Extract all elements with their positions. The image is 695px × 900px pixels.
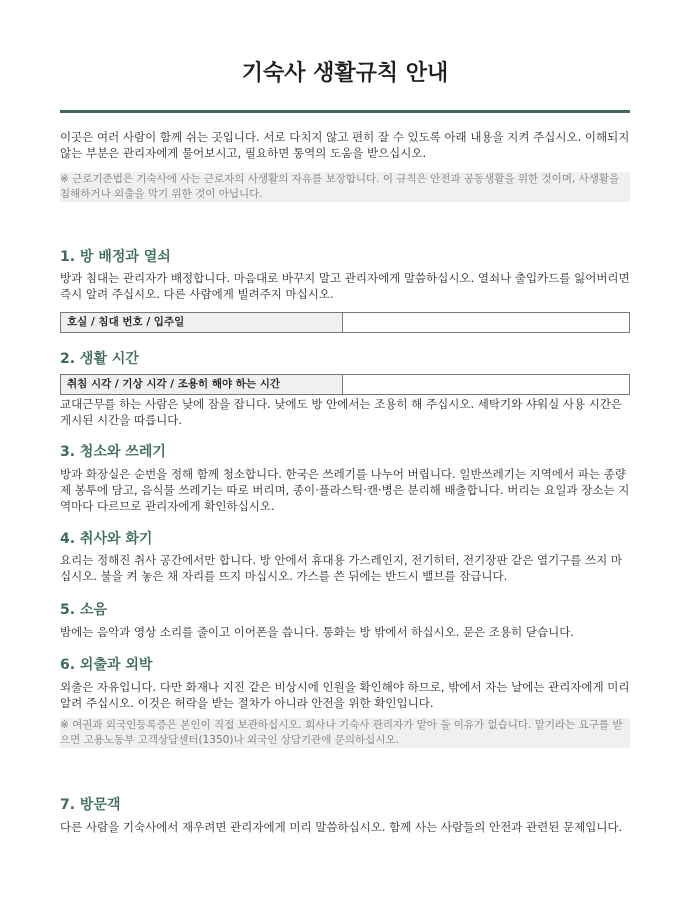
section-heading-room: 1. 방 배정과 열쇠 bbox=[60, 249, 171, 265]
section-body-visitors: 다른 사람을 기숙사에서 재우려면 관리자에게 미리 말씀하십시오. 함께 사는 사람들의 안전과 관련된 문제입니다. bbox=[60, 820, 623, 834]
passport-note: ※ 여권과 외국인등록증은 본인이 직접 보관하십시오. 회사나 기숙사 관리자가 맡아 둘 이유가 없습니다. 맡기라는 요구를 받으면 고용노동부 고객상담센터(1350)나 외국인 상담기관에 문의하십시오. bbox=[60, 718, 630, 748]
room-info-field[interactable] bbox=[343, 313, 629, 332]
section-body-cleaning: 방과 화장실은 순번을 정해 함께 청소합니다. 한국은 쓰레기를 나누어 버립니다. 일반쓰레기는 지역에서 파는 종량제 봉투에 담고, 음식물 쓰레기는 따로 버리며, 종이·플라스틱·캔·병은 분리해 배출합니다. 버리는 요일과 장소는 지역마다 다르므로 관리자에게 확인하십시오. bbox=[60, 467, 630, 513]
intro-note: ※ 근로기준법은 기숙사에 사는 근로자의 사생활의 자유를 보장합니다. 이 규칙은 안전과 공동생활을 위한 것이며, 사생활을 침해하거나 외출을 막기 위한 것이 아닙니다. bbox=[60, 172, 630, 202]
section-body-outing: 외출은 자유입니다. 다만 화재나 지진 같은 비상시에 인원을 확인해야 하므로, 밖에서 자는 날에는 관리자에게 미리 알려 주십시오. 이것은 허락을 받는 절차가 아니라 안전을 위한 확인입니다. bbox=[60, 680, 630, 710]
section-body-cooking: 요리는 정해진 취사 공간에서만 합니다. 방 안에서 휴대용 가스레인지, 전기히터, 전기장판 같은 열기구를 쓰지 마십시오. 불을 켜 놓은 채 자리를 뜨지 마십시오. 가스를 쓴 뒤에는 반드시 밸브를 잠급니다. bbox=[60, 553, 623, 583]
section-heading-noise: 5. 소음 bbox=[60, 602, 107, 618]
section-heading-visitors: 7. 방문객 bbox=[60, 797, 121, 813]
section-heading-cleaning: 3. 청소와 쓰레기 bbox=[60, 444, 166, 460]
section-body-schedule: 교대근무를 하는 사람은 낮에 잠을 잡니다. 낮에도 방 안에서는 조용히 해 주십시오. 세탁기와 샤워실 사용 시간은 게시된 시간을 따릅니다. bbox=[60, 397, 623, 427]
room-info-label: 호실 / 침대 번호 / 입주일 bbox=[61, 313, 343, 332]
room-info-form-row bbox=[60, 312, 630, 333]
section-body-room: 방과 침대는 관리자가 배정합니다. 마음대로 바꾸지 말고 관리자에게 말씀하십시오. 열쇠나 출입카드를 잃어버리면 즉시 알려 주십시오. 다른 사람에게 빌려주지 마십시오. bbox=[60, 271, 630, 301]
section-heading-schedule: 2. 생활 시간 bbox=[60, 351, 139, 367]
section-body-noise: 밤에는 음악과 영상 소리를 줄이고 이어폰을 씁니다. 통화는 방 밖에서 하십시오. 문은 조용히 닫습니다. bbox=[60, 625, 574, 639]
section-heading-outing: 6. 외출과 외박 bbox=[60, 657, 153, 673]
schedule-form-row bbox=[60, 374, 630, 395]
page-title: 기숙사 생활규칙 안내 bbox=[241, 61, 449, 86]
title-divider bbox=[60, 110, 630, 113]
schedule-label: 취침 시각 / 기상 시각 / 조용히 해야 하는 시간 bbox=[61, 375, 343, 394]
intro-paragraph: 이곳은 여러 사람이 함께 쉬는 곳입니다. 서로 다치지 않고 편히 잘 수 있도록 아래 내용을 지켜 주십시오. 이해되지 않는 부분은 관리자에게 물어보시고, 필요하면 통역의 도움을 받으십시오. bbox=[60, 130, 630, 160]
section-heading-cooking: 4. 취사와 화기 bbox=[60, 531, 153, 547]
schedule-field[interactable] bbox=[343, 375, 629, 394]
